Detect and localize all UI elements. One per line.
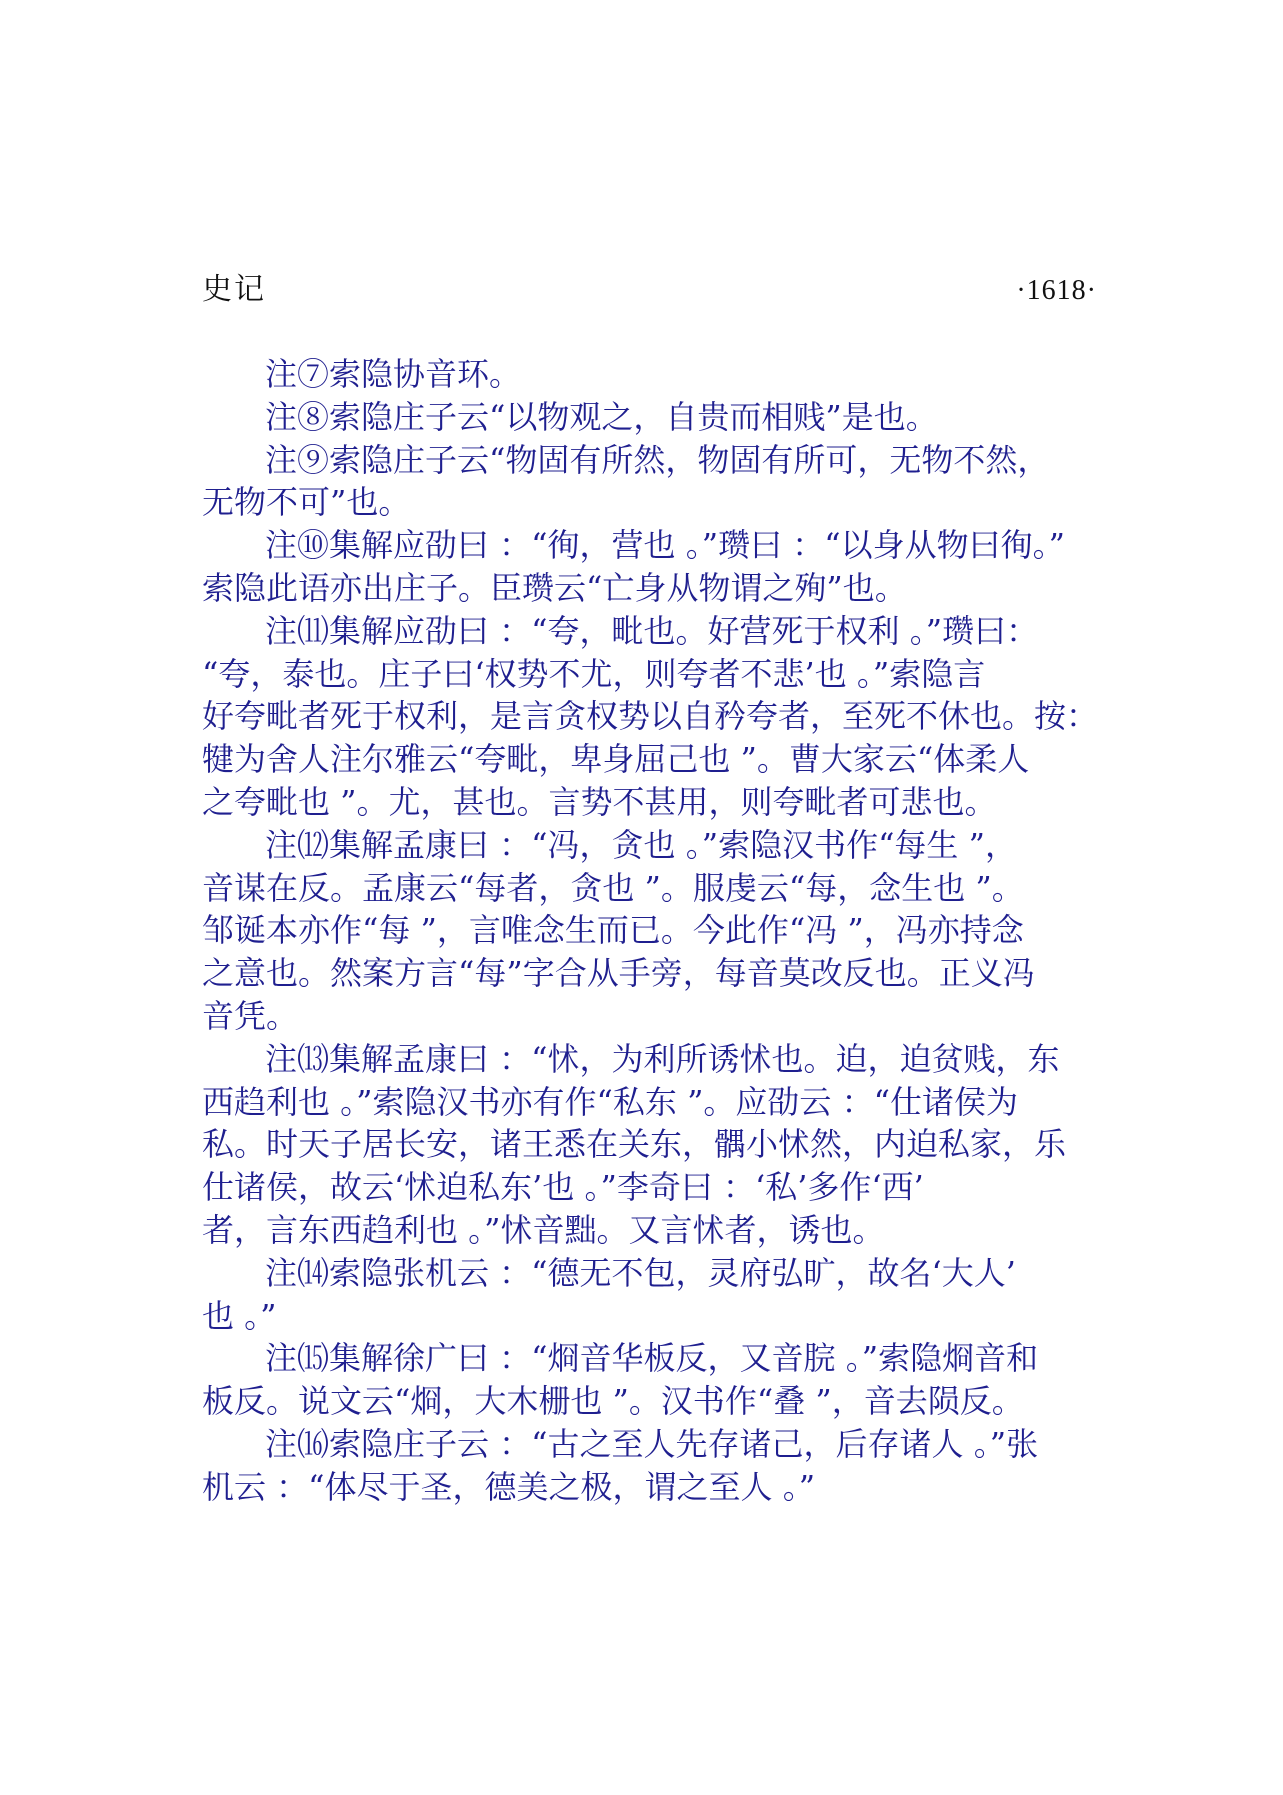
book-title: 史记 — [202, 272, 266, 307]
text-line: 机云 ：“体尽于圣，德美之极，谓之至人 。” — [202, 1467, 816, 1506]
text-line: 好夸毗者死于权利，是言贪权势以自矜夸者，至死不休也。按： — [202, 697, 1099, 736]
note-10 — [202, 524, 1107, 610]
text-line: 私。时天子居长安，诸王悉在关东，髃小怵然，内迫私家，乐 — [202, 1125, 1067, 1164]
text-line: 者，言东西趋利也 。”怵音黜。又言怵者，诱也。 — [202, 1210, 885, 1249]
text-line: 音谋在反。孟康云“每者，贪也 ”。服虔云“每，念生也 ”。 — [202, 868, 1024, 907]
text-line: 索隐此语亦出庄子。臣瓒云“亡身从物谓之殉”也。 — [202, 568, 907, 607]
text-line: 注⑩集解应劭曰 ：“徇，营也 。”瓒曰 ：“以身从物曰徇。” — [265, 526, 1065, 565]
note-8 — [202, 396, 1107, 439]
note-12 — [202, 824, 1107, 1038]
text-line: 犍为舍人注尔雅云“夸毗，卑身屈己也 ”。曹大家云“体柔人 — [202, 740, 1030, 779]
text-line: 注⒀集解孟康曰 ：“怵，为利所诱怵也。迫，迫贫贱，东 — [265, 1039, 1060, 1078]
text-line: 板反。说文云“烱，大木栅也 ”。汉书作“叠 ”，音去陨反。 — [202, 1382, 1024, 1421]
text-line: 音凭。 — [202, 996, 299, 1035]
note-15 — [202, 1337, 1107, 1423]
text-line: 也 。” — [202, 1296, 277, 1335]
text-line: 注⑾集解应劭曰 ：“夸，毗也。好营死于权利 。”瓒曰： — [265, 611, 1039, 650]
note-11 — [202, 610, 1107, 824]
text-line: 注⒂集解徐广曰 ：“烱音华板反，又音脘 。”索隐烱音和 — [265, 1339, 1039, 1378]
text-line: 邹诞本亦作“每 ”，言唯念生而已。今此作“冯 ”，冯亦持念 — [202, 911, 1024, 950]
text-line: 注⑿集解孟康曰 ：“冯，贪也 。”索隐汉书作“每生 ”， — [265, 825, 1017, 864]
note-7 — [202, 353, 1107, 396]
note-9 — [202, 439, 1107, 525]
text-line: 仕诸侯，故云‘怵迫私东’也 。”李奇曰 ：‘私’多作‘西’ — [202, 1168, 924, 1207]
note-16 — [202, 1423, 1107, 1509]
text-line: 注⑦索隐协音环。 — [265, 355, 522, 393]
text-line: “夸，泰也。庄子曰‘权势不尤，则夸者不悲’也 。”索隐言 — [202, 654, 986, 693]
text-line: 之意也。然案方言“每”字合从手旁，每音莫改反也。正义冯 — [202, 954, 1035, 993]
text-line: 注⑧索隐庄子云“以物观之，自贵而相贱”是也。 — [265, 397, 938, 436]
text-line: 注⑨索隐庄子云“物固有所然，物固有所可，无物不然， — [265, 440, 1050, 479]
text-line: 西趋利也 。”索隐汉书亦有作“私东 ”。应劭云 ：“仕诸侯为 — [202, 1082, 1018, 1121]
text-line: 无物不可”也。 — [202, 483, 411, 522]
note-14 — [202, 1252, 1107, 1338]
text-line: 注⒃索隐庄子云 ：“古之至人先存诸己，后存诸人 。”张 — [265, 1424, 1039, 1463]
text-line: 注⒁索隐张机云 ：“德无不包，灵府弘旷，故名‘大人’ — [265, 1253, 1016, 1292]
text-line: 之夸毗也 ”。尤，甚也。言势不甚用，则夸毗者可悲也。 — [202, 782, 997, 821]
running-header — [202, 272, 1097, 312]
page-number: ·1618· — [1016, 275, 1097, 306]
note-13 — [202, 1038, 1107, 1252]
notes-body — [202, 353, 1107, 1509]
